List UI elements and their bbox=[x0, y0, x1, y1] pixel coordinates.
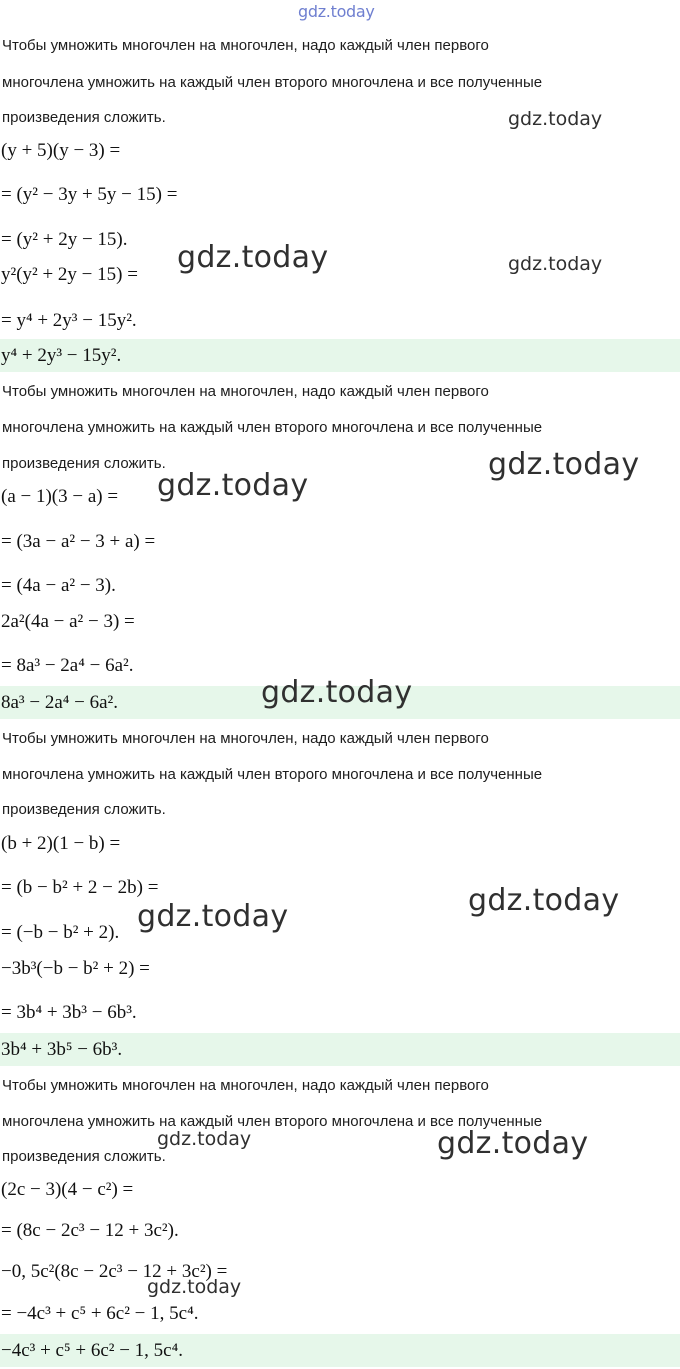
step-line: = (b − b² + 2 − 2b) = bbox=[1, 877, 159, 898]
step-line: −0, 5c²(8c − 2c³ − 12 + 3c²) = bbox=[1, 1261, 228, 1282]
step-line: (y + 5)(y − 3) = bbox=[1, 140, 121, 161]
watermark: gdz.today bbox=[508, 253, 603, 275]
step-line: = (4a − a² − 3). bbox=[1, 575, 116, 596]
answer-line: −4c³ + c⁵ + 6c² − 1, 5c⁴. bbox=[1, 1340, 183, 1361]
step-line: = (3a − a² − 3 + a) = bbox=[1, 531, 156, 552]
step-line: = (8c − 2c³ − 12 + 3c²). bbox=[1, 1220, 179, 1241]
answer-line: 3b⁴ + 3b⁵ − 6b³. bbox=[1, 1039, 123, 1060]
site-logo: gdz.today bbox=[298, 2, 375, 21]
step-line: = (y² + 2y − 15). bbox=[1, 229, 128, 250]
watermark: gdz.today bbox=[261, 675, 413, 710]
rule-text-line-1: Чтобы умножить многочлен на многочлен, надо каждый член первого bbox=[2, 37, 489, 54]
step-line: = 8a³ − 2a⁴ − 6a². bbox=[1, 655, 134, 676]
step-line: = (y² − 3y + 5y − 15) = bbox=[1, 184, 178, 205]
watermark: gdz.today bbox=[437, 1126, 589, 1161]
step-line: −3b³(−b − b² + 2) = bbox=[1, 958, 150, 979]
answer-line: 8a³ − 2a⁴ − 6a². bbox=[1, 692, 118, 713]
step-line: = (−b − b² + 2). bbox=[1, 922, 120, 943]
answer-line: y⁴ + 2y³ − 15y². bbox=[1, 345, 122, 366]
rule-text-line-3: произведения сложить. bbox=[2, 801, 166, 818]
rule-text-line-1: Чтобы умножить многочлен на многочлен, надо каждый член первого bbox=[2, 1077, 489, 1094]
watermark: gdz.today bbox=[508, 108, 603, 130]
rule-text-line-2: многочлена умножить на каждый член второго многочлена и все полученные bbox=[2, 419, 543, 436]
step-line: 2a²(4a − a² − 3) = bbox=[1, 611, 135, 632]
watermark: gdz.today bbox=[468, 883, 620, 918]
watermark: gdz.today bbox=[488, 447, 640, 482]
rule-text-line-2: многочлена умножить на каждый член второго многочлена и все полученные bbox=[2, 1113, 543, 1130]
watermark: gdz.today bbox=[137, 899, 289, 934]
rule-text-line-3: произведения сложить. bbox=[2, 1148, 166, 1165]
step-line: (b + 2)(1 − b) = bbox=[1, 833, 121, 854]
watermark: gdz.today bbox=[157, 468, 309, 503]
step-line: y²(y² + 2y − 15) = bbox=[1, 264, 138, 285]
rule-text-line-1: Чтобы умножить многочлен на многочлен, надо каждый член первого bbox=[2, 383, 489, 400]
watermark: gdz.today bbox=[157, 1128, 252, 1150]
step-line: = y⁴ + 2y³ − 15y². bbox=[1, 310, 137, 331]
step-line: = −4c³ + c⁵ + 6c² − 1, 5c⁴. bbox=[1, 1303, 199, 1324]
watermark: gdz.today bbox=[147, 1276, 242, 1298]
rule-text-line-3: произведения сложить. bbox=[2, 455, 166, 472]
step-line: (a − 1)(3 − a) = bbox=[1, 486, 119, 507]
step-line: = 3b⁴ + 3b³ − 6b³. bbox=[1, 1002, 137, 1023]
rule-text-line-2: многочлена умножить на каждый член второго многочлена и все полученные bbox=[2, 766, 543, 783]
watermark: gdz.today bbox=[177, 240, 329, 275]
rule-text-line-2: многочлена умножить на каждый член второго многочлена и все полученные bbox=[2, 74, 543, 91]
rule-text-line-3: произведения сложить. bbox=[2, 109, 166, 126]
step-line: (2c − 3)(4 − c²) = bbox=[1, 1179, 134, 1200]
rule-text-line-1: Чтобы умножить многочлен на многочлен, надо каждый член первого bbox=[2, 730, 489, 747]
